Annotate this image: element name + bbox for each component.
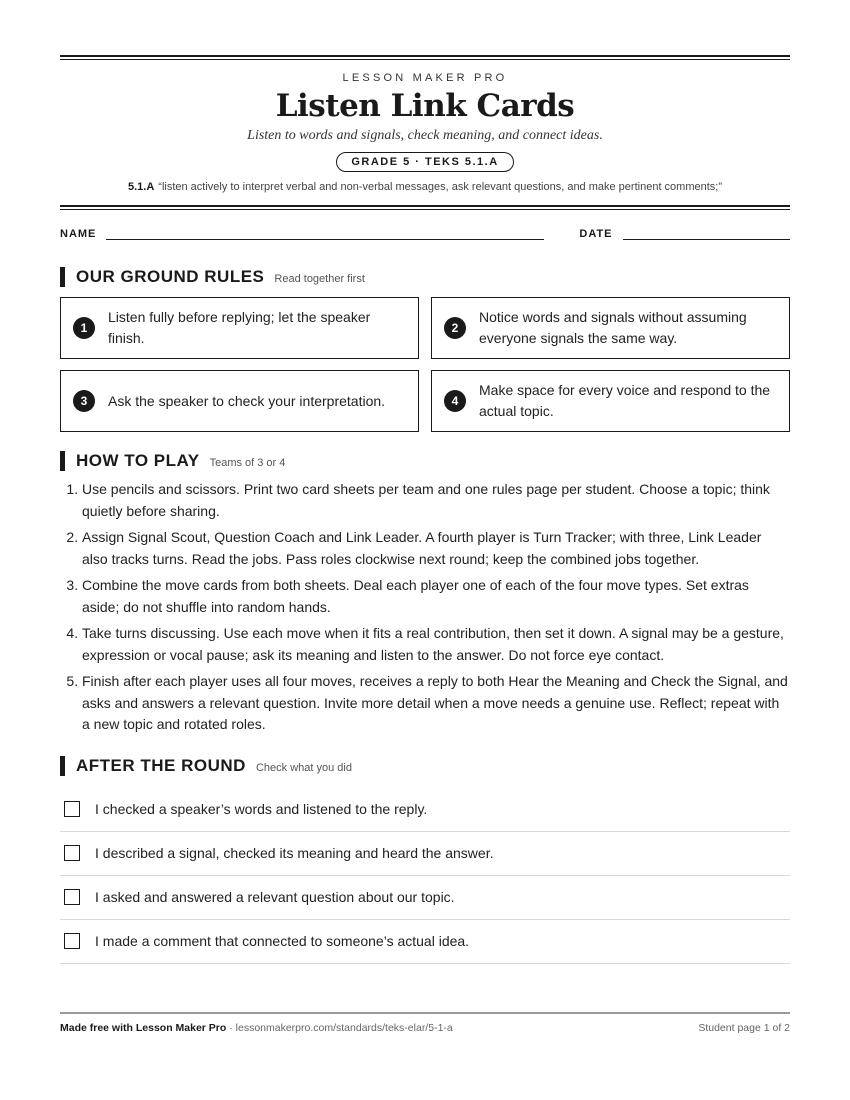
step-item: 5. Finish after each player uses all four moves, receives a reply to both Hear the Meaning and Check the Signal, and asks and answers a relevant question. Invite more detail when a move needs a genuine use. Reflect; repeat with a new topic and rotated roles. [82, 671, 790, 736]
ground-rule-card [60, 370, 419, 432]
standard-text: “listen actively to interpret verbal and non-verbal messages, ask relevant questions, and make pertinent comments;” [158, 181, 723, 193]
how-to-play-note: Teams of 3 or 4 [209, 457, 286, 469]
ground-rule-card [431, 297, 790, 359]
number-badge: 4 [444, 390, 466, 412]
ground-rule-text: Ask the speaker to check your interpretation. [108, 392, 386, 409]
worksheet-page [60, 55, 790, 964]
step-item: 3. Combine the move cards from both sheets. Deal each player one of each of the four move types. Set extras aside; do not shuffle into random hands. [82, 575, 790, 618]
step-item: 2. Assign Signal Scout, Question Coach and Link Leader. A fourth player is Turn Tracker; with three, Link Leader also tracks turns. Read the jobs. Pass roles clockwise next round; keep the combined jobs together. [82, 527, 790, 570]
checkbox[interactable] [64, 889, 80, 905]
date-field[interactable] [623, 227, 790, 240]
how-to-play-steps [60, 479, 790, 736]
ground-rules-note: Read together first [274, 273, 365, 285]
checklist-item [60, 832, 790, 876]
ground-rule-text: Notice words and signals without assuming everyone signals the same way. [479, 309, 747, 346]
ground-rule-card [60, 297, 419, 359]
page-title: Listen Link Cards [275, 88, 575, 124]
number-badge: 3 [73, 390, 95, 412]
ground-rule-card [431, 370, 790, 432]
after-round-checklist [60, 788, 790, 964]
grade-badge: GRADE 5 · TEKS 5.1.A [336, 152, 513, 172]
name-label: NAME [60, 228, 97, 240]
name-field[interactable] [106, 227, 544, 240]
checklist-item [60, 920, 790, 964]
date-label: DATE [579, 228, 613, 240]
checkbox[interactable] [64, 845, 80, 861]
how-to-play-heading [60, 451, 790, 471]
checklist-text: I checked a speaker’s words and listened to the reply. [95, 801, 428, 817]
ground-rules-grid [60, 297, 790, 432]
step-item: 4. Take turns discussing. Use each move when it fits a real contribution, then set it down. A signal may be a gesture, expression or vocal pause; ask its meaning and listen to the answer. Do not force eye contact. [82, 623, 790, 666]
footer-made-with: Made free with Lesson Maker Pro [60, 1022, 227, 1034]
brand-name: LESSON MAKER PRO [342, 72, 508, 84]
checklist-text: I described a signal, checked its meaning and heard the answer. [95, 845, 494, 861]
standard-code: 5.1.A [127, 181, 155, 193]
footer-link[interactable]: · lessonmakerpro.com/standards/teks-elar/5-1-a [229, 1022, 453, 1034]
standard-statement [60, 181, 790, 193]
footer-page-number: Student page 1 of 2 [698, 1022, 790, 1034]
checklist-item [60, 788, 790, 832]
number-badge: 1 [73, 317, 95, 339]
ground-rule-text: Make space for every voice and respond to the actual topic. [479, 382, 771, 419]
header-divider [60, 205, 790, 210]
ground-rules-heading [60, 267, 790, 287]
name-date-row [60, 227, 790, 240]
page-subtitle: Listen to words and signals, check meaning, and connect ideas. [247, 128, 603, 143]
footer-credit [60, 1022, 453, 1034]
top-divider [60, 55, 790, 60]
ground-rule-text: Listen fully before replying; let the speaker finish. [108, 309, 371, 346]
number-badge: 2 [444, 317, 466, 339]
after-round-note: Check what you did [255, 761, 352, 774]
checkbox[interactable] [64, 933, 80, 949]
how-to-play-title: HOW TO PLAY [76, 451, 200, 470]
page-footer [60, 1012, 790, 1034]
after-round-title: AFTER THE ROUND [76, 755, 246, 775]
checklist-text: I asked and answered a relevant question about our topic. [95, 889, 455, 905]
checklist-text: I made a comment that connected to someone’s actual idea. [95, 933, 470, 949]
step-item: 1. Use pencils and scissors. Print two card sheets per team and one rules page per student. Choose a topic; think quietly before sharing. [82, 479, 790, 522]
checkbox[interactable] [64, 801, 80, 817]
checklist-item [60, 876, 790, 920]
after-round-heading [60, 756, 790, 776]
ground-rules-title: OUR GROUND RULES [76, 267, 265, 286]
